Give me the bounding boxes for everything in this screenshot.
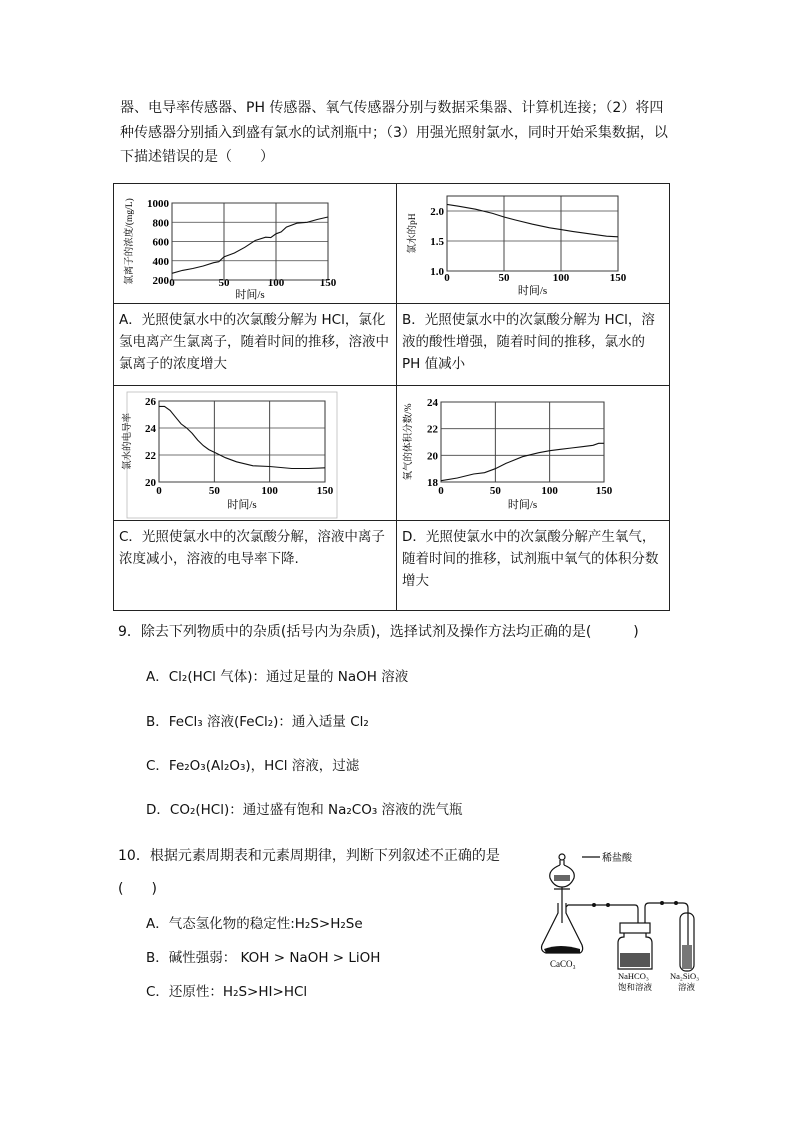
x-tick-label: 100	[267, 277, 285, 289]
y-tick-label: 200	[152, 275, 169, 287]
x-tick-label: 100	[552, 272, 570, 284]
tube-label-1: Na₂SiO₃	[670, 971, 700, 981]
question-10-option-b: B．碱性强弱： KOH > NaOH > LiOH	[146, 950, 381, 966]
flask-label: CaCO₃	[550, 959, 576, 969]
question-10-option-c: C．还原性：H₂S>HI>HCl	[146, 984, 308, 1000]
acid-label: 稀盐酸	[602, 853, 632, 864]
y-tick-label: 20	[427, 450, 438, 463]
x-tick-label: 150	[595, 485, 613, 497]
ph-chart	[397, 184, 669, 303]
y-tick-label: 400	[152, 255, 169, 268]
x-tick-label: 100	[261, 485, 278, 497]
y-tick-label: 26	[145, 396, 156, 408]
option-cell-b	[397, 304, 670, 386]
y-tick-label: 2.0	[430, 206, 444, 218]
y-tick-label: 1.5	[430, 236, 444, 248]
chart-cell-d	[397, 386, 670, 521]
co2-silicic-acid-apparatus	[520, 845, 720, 995]
question-10-option-a: A．气态氢化物的稳定性:H₂S>H₂Se	[146, 916, 363, 932]
y-tick-label: 24	[145, 423, 156, 435]
y-tick-label: 24	[427, 397, 438, 409]
data-line	[441, 443, 604, 480]
x-tick-label: 150	[609, 272, 627, 284]
na2sio3-solution	[682, 945, 692, 969]
option-cell-d	[397, 521, 670, 611]
question-9-option-d: D．CO₂(HCl)：通过盛有饱和 Na₂CO₃ 溶液的洗气瓶	[146, 802, 463, 818]
x-axis-label: 时间/s	[235, 289, 265, 301]
x-axis-label: 时间/s	[227, 499, 257, 511]
x-tick-label: 0	[444, 272, 450, 284]
data-line	[172, 217, 328, 273]
bottle-label-1: NaHCO₃	[618, 971, 649, 981]
y-axis-label: 氧气的体积分数/%	[404, 403, 414, 481]
nahco3-solution	[620, 953, 650, 967]
option-d-text: D．光照使氯水中的次氯酸分解产生氧气，随着时间的推移，试剂瓶中氧气的体积分数增大	[402, 529, 659, 589]
option-a-text: A．光照使氯水中的次氯酸分解为 HCl，氯化氢电离产生氯离子，随着时间的推移，溶液中氯离子的浓度增大	[119, 312, 389, 372]
plot-area	[159, 401, 325, 482]
y-axis-label: 氯离子的浓度/(mg/L)	[125, 198, 135, 285]
y-tick-label: 22	[427, 423, 438, 436]
intro-line: 下描述错误的是（ ）	[120, 149, 274, 165]
chart-cell-a	[114, 184, 397, 304]
plot-area	[441, 402, 604, 482]
intro-line: 器、电导率传感器、PH 传感器、氧气传感器分别与数据采集器、计算机连接；（2）将四	[120, 100, 664, 116]
data-line	[447, 204, 618, 236]
x-tick-label: 100	[541, 485, 558, 497]
x-tick-label: 150	[319, 277, 337, 289]
x-tick-label: 50	[218, 277, 230, 289]
x-axis-label: 时间/s	[517, 285, 548, 297]
delivery-tube-1	[566, 905, 638, 923]
plot-area	[447, 196, 618, 271]
y-axis-label: 氯水的pH	[408, 213, 418, 254]
intro-line: 种传感器分别插入到盛有氯水的试剂瓶中；（3）用强光照射氯水，同时开始采集数据，以	[120, 124, 668, 141]
question-9-stem: 9．除去下列物质中的杂质(括号内为杂质)，选择试剂及操作方法均正确的是( )	[118, 624, 639, 640]
y-tick-label: 600	[152, 236, 169, 249]
y-tick-label: 1.0	[430, 266, 444, 278]
option-b-text: B．光照使氯水中的次氯酸分解为 HCl，溶液的酸性增强，随着时间的推移，氯水的 PH 值减小	[402, 312, 655, 372]
question-9-option-c: C．Fe₂O₃(Al₂O₃)，HCl 溶液，过滤	[146, 758, 360, 774]
oxygen-fraction-chart	[397, 386, 669, 520]
chart-cell-b	[397, 184, 670, 304]
x-axis-label: 时间/s	[507, 499, 538, 511]
x-tick-label: 50	[208, 485, 220, 497]
x-tick-label: 150	[316, 485, 334, 497]
y-tick-label: 1000	[147, 198, 169, 210]
x-tick-label: 0	[156, 485, 162, 497]
y-tick-label: 18	[427, 477, 438, 489]
chloride-concentration-chart	[114, 184, 396, 303]
stopper	[559, 854, 565, 860]
x-tick-label: 0	[438, 485, 444, 497]
y-axis-label: 氯水的电导率	[123, 412, 133, 471]
option-cell-a	[114, 304, 397, 386]
chart-cell-c	[114, 386, 397, 521]
question-8-intro	[120, 96, 680, 170]
question-10-blank: ( )	[118, 881, 157, 897]
x-tick-label: 50	[498, 272, 510, 284]
y-tick-label: 20	[145, 477, 156, 489]
x-tick-label: 50	[489, 485, 501, 497]
conductivity-chart	[114, 386, 396, 520]
x-tick-label: 0	[169, 277, 175, 289]
option-c-text: C．光照使氯水中的次氯酸分解，溶液中离子浓度减小，溶液的电导率下降.	[119, 529, 385, 567]
question-9-option-a: A．Cl₂(HCl 气体)：通过足量的 NaOH 溶液	[146, 669, 409, 685]
question-9-option-b: B．FeCl₃ 溶液(FeCl₂)：通入适量 Cl₂	[146, 714, 369, 730]
options-table	[113, 183, 670, 611]
bottle-label-2: 饱和溶液	[618, 982, 653, 992]
option-cell-c	[114, 521, 397, 611]
data-line	[159, 406, 325, 468]
tube-label-2: 溶液	[678, 982, 696, 992]
y-tick-label: 22	[145, 450, 156, 462]
y-tick-label: 800	[152, 217, 169, 230]
question-10-stem: 10．根据元素周期表和元素周期律，判断下列叙述不正确的是	[118, 848, 500, 864]
caco3-solid	[544, 946, 580, 953]
